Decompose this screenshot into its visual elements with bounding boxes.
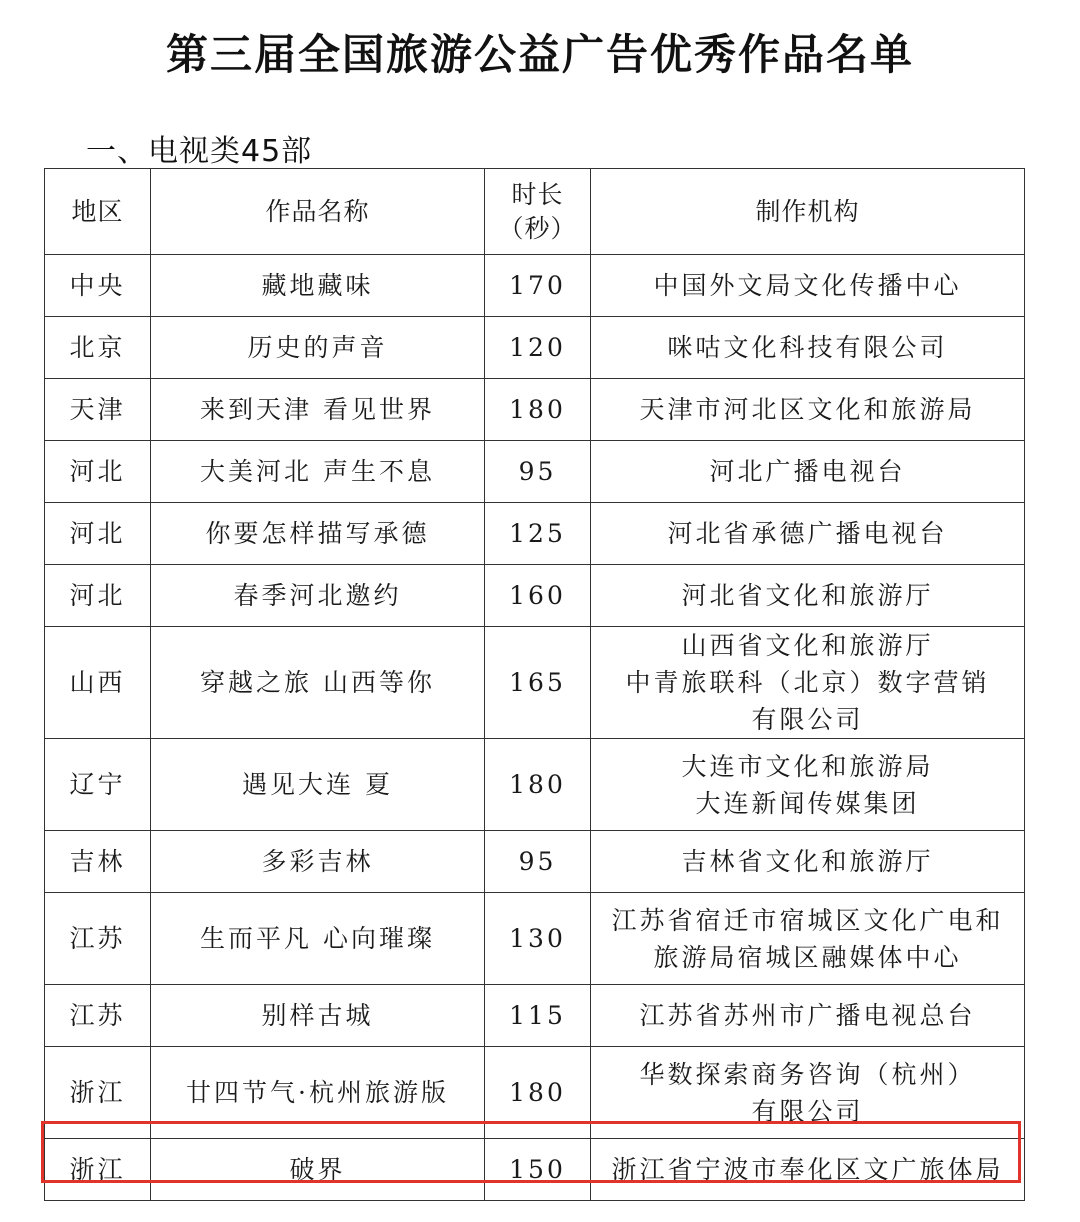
duration-cell: 95	[485, 441, 591, 503]
duration-cell: 180	[485, 739, 591, 831]
duration-cell: 115	[485, 985, 591, 1047]
producer-cell	[591, 739, 1025, 831]
producer-cell	[591, 379, 1025, 441]
work-name-cell: 藏地藏味	[151, 255, 485, 317]
region-cell: 吉林	[45, 831, 151, 893]
duration-cell: 120	[485, 317, 591, 379]
table-row	[45, 985, 1025, 1047]
work-name-cell: 遇见大连 夏	[151, 739, 485, 831]
producer-line: 旅游局宿城区融媒体中心	[653, 942, 962, 972]
producer-line: 江苏省苏州市广播电视总台	[639, 1001, 976, 1030]
duration-cell: 165	[485, 627, 591, 739]
producer-line: 河北省文化和旅游厅	[681, 581, 934, 610]
producer-line: 中国外文局文化传播中心	[653, 271, 962, 300]
header-row	[45, 169, 1025, 255]
producer-line: 浙江省宁波市奉化区文广旅体局	[611, 1155, 1004, 1184]
highlight-box	[41, 1121, 1021, 1183]
producer-line: 山西省文化和旅游厅	[681, 631, 934, 660]
work-name-cell: 破界	[151, 1139, 485, 1201]
producer-cell	[591, 441, 1025, 503]
duration-cell: 125	[485, 503, 591, 565]
producer-line: 有限公司	[751, 1096, 864, 1126]
region-cell: 浙江	[45, 1139, 151, 1201]
region-cell: 河北	[45, 503, 151, 565]
producer-cell	[591, 503, 1025, 565]
region-cell: 辽宁	[45, 739, 151, 831]
producer-line: 华数探索商务咨询（杭州）	[639, 1059, 976, 1089]
region-cell: 河北	[45, 441, 151, 503]
work-name-cell: 别样古城	[151, 985, 485, 1047]
duration-cell: 95	[485, 831, 591, 893]
table-row	[45, 255, 1025, 317]
producer-cell	[591, 893, 1025, 985]
producer-line: 江苏省宿迁市宿城区文化广电和	[611, 905, 1004, 935]
work-name-cell: 你要怎样描写承德	[151, 503, 485, 565]
work-name-cell: 历史的声音	[151, 317, 485, 379]
table-row	[45, 893, 1025, 985]
producer-line: 大连市文化和旅游局	[681, 751, 934, 781]
header-work-name: 作品名称	[151, 169, 485, 255]
region-cell: 江苏	[45, 985, 151, 1047]
region-cell: 河北	[45, 565, 151, 627]
document-title: 第三届全国旅游公益广告优秀作品名单	[165, 30, 914, 79]
region-cell: 山西	[45, 627, 151, 739]
producer-line: 天津市河北区文化和旅游局	[639, 395, 976, 424]
producer-line: 有限公司	[751, 705, 864, 734]
work-name-cell: 廿四节气·杭州旅游版	[151, 1047, 485, 1139]
work-name-cell: 穿越之旅 山西等你	[151, 627, 485, 739]
duration-cell: 150	[485, 1139, 591, 1201]
table-row	[45, 831, 1025, 893]
duration-cell: 160	[485, 565, 591, 627]
producer-cell	[591, 985, 1025, 1047]
work-name-cell: 来到天津 看见世界	[151, 379, 485, 441]
work-name-cell: 生而平凡 心向璀璨	[151, 893, 485, 985]
region-cell: 中央	[45, 255, 151, 317]
producer-cell	[591, 565, 1025, 627]
works-table	[44, 168, 1025, 1201]
table-row	[45, 565, 1025, 627]
producer-line: 中青旅联科（北京）数字营销	[625, 668, 990, 697]
producer-line: 咪咕文化科技有限公司	[667, 333, 948, 362]
producer-cell	[591, 627, 1025, 739]
table-row	[45, 627, 1025, 739]
work-name-cell: 春季河北邀约	[151, 565, 485, 627]
producer-cell	[591, 831, 1025, 893]
work-name-cell: 多彩吉林	[151, 831, 485, 893]
table-row	[45, 503, 1025, 565]
header-duration: 时长 （秒）	[485, 169, 591, 255]
region-cell: 浙江	[45, 1047, 151, 1139]
header-region: 地区	[45, 169, 151, 255]
producer-cell	[591, 317, 1025, 379]
region-cell: 天津	[45, 379, 151, 441]
region-cell: 江苏	[45, 893, 151, 985]
table-row	[45, 739, 1025, 831]
section-heading: 一、电视类45部	[86, 134, 313, 169]
producer-cell	[591, 255, 1025, 317]
header-producer: 制作机构	[591, 169, 1025, 255]
producer-line: 河北省承德广播电视台	[667, 519, 948, 548]
work-name-cell: 大美河北 声生不息	[151, 441, 485, 503]
producer-line: 吉林省文化和旅游厅	[681, 847, 934, 876]
duration-cell: 180	[485, 1047, 591, 1139]
table-row	[45, 317, 1025, 379]
table-row	[45, 441, 1025, 503]
table-row	[45, 379, 1025, 441]
producer-line: 河北广播电视台	[709, 457, 906, 486]
region-cell: 北京	[45, 317, 151, 379]
duration-cell: 170	[485, 255, 591, 317]
duration-cell: 180	[485, 379, 591, 441]
producer-line: 大连新闻传媒集团	[695, 788, 920, 818]
duration-cell: 130	[485, 893, 591, 985]
